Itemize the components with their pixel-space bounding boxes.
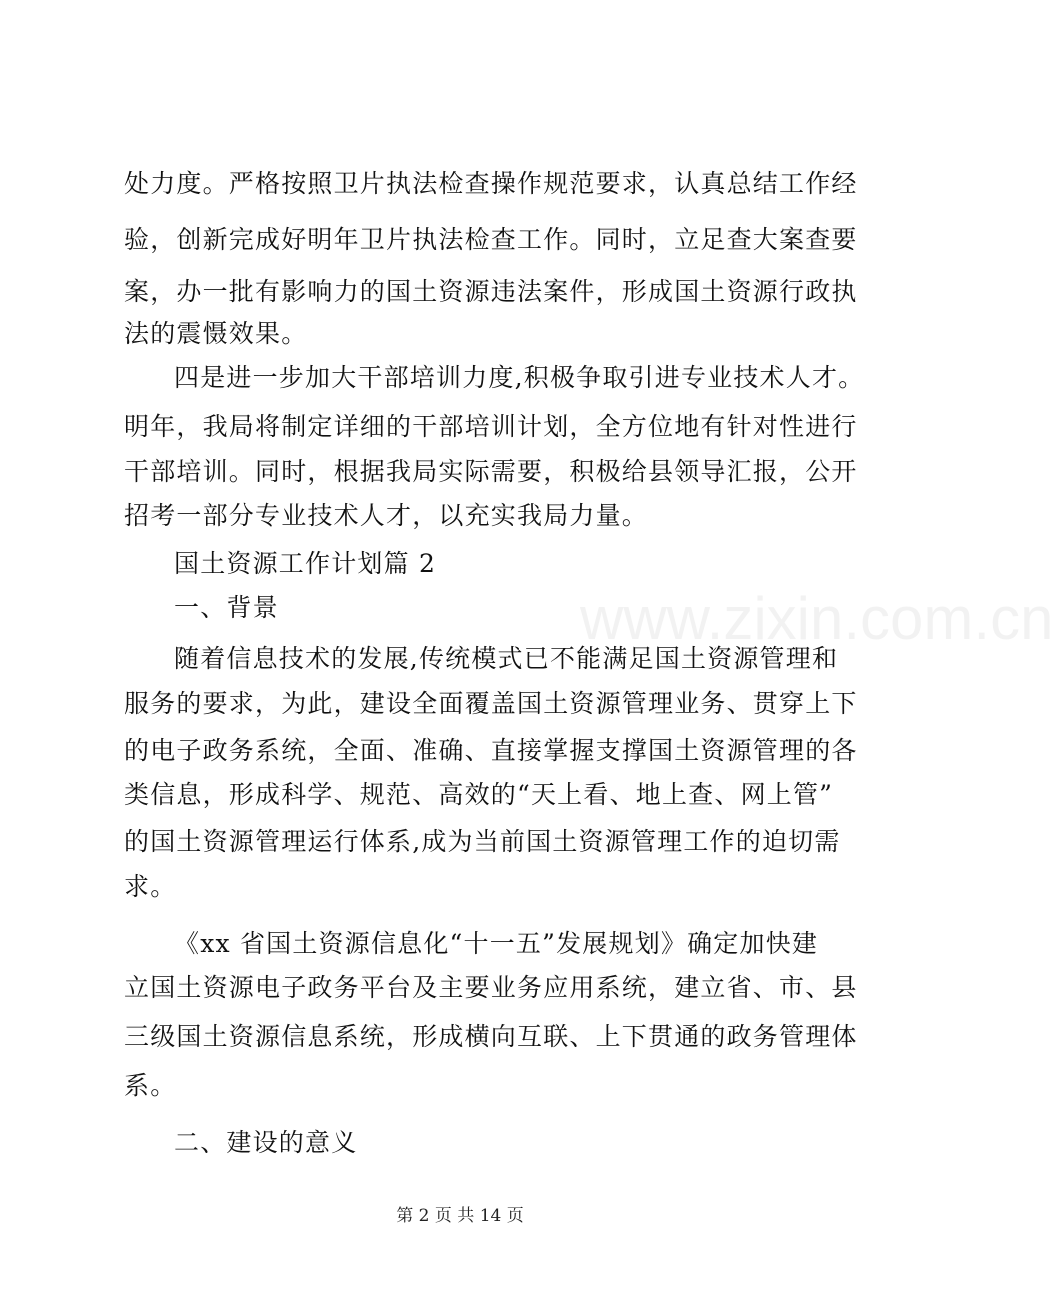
body-line: 四是进一步加大干部培训力度,积极争取引进专业技术人才。: [174, 363, 865, 392]
body-line: 的国土资源管理运行体系,成为当前国土资源管理工作的迫切需: [124, 827, 841, 856]
body-line: 干部培训。同时，根据我局实际需要，积极给县领导汇报，公开: [124, 457, 858, 486]
body-line: 随着信息技术的发展,传统模式已不能满足国土资源管理和: [174, 644, 839, 673]
body-line: 《xx 省国土资源信息化“十一五”发展规划》确定加快建: [174, 929, 819, 958]
section-heading: 一、背景: [174, 593, 279, 622]
body-line: 案，办一批有影响力的国土资源违法案件，形成国土资源行政执: [124, 277, 858, 306]
body-line: 系。: [124, 1071, 177, 1100]
body-line: 验，创新完成好明年卫片执法检查工作。同时，立足查大案查要: [124, 225, 858, 254]
body-line: 立国土资源电子政务平台及主要业务应用系统，建立省、市、县: [124, 973, 858, 1002]
body-line: 的电子政务系统，全面、准确、直接掌握支撑国土资源管理的各: [124, 736, 858, 765]
body-line: 服务的要求，为此，建设全面覆盖国土资源管理业务、贯穿上下: [124, 689, 858, 718]
body-line: 三级国土资源信息系统，形成横向互联、上下贯通的政务管理体: [124, 1022, 858, 1051]
body-line: 类信息，形成科学、规范、高效的“天上看、地上查、网上管”: [124, 780, 834, 809]
section-title: 国土资源工作计划篇 2: [174, 549, 437, 578]
page-number-footer: 第 2 页 共 14 页: [396, 1206, 524, 1226]
watermark: www.zixin.com.cn: [580, 585, 1053, 652]
body-line: 处力度。严格按照卫片执法检查操作规范要求，认真总结工作经: [124, 169, 858, 198]
body-line: 明年，我局将制定详细的干部培训计划，全方位地有针对性进行: [124, 412, 858, 441]
body-line: 法的震慑效果。: [124, 319, 308, 348]
body-line: 招考一部分专业技术人才，以充实我局力量。: [124, 501, 649, 530]
body-line: 求。: [124, 872, 177, 901]
section-heading: 二、建设的意义: [174, 1128, 358, 1157]
